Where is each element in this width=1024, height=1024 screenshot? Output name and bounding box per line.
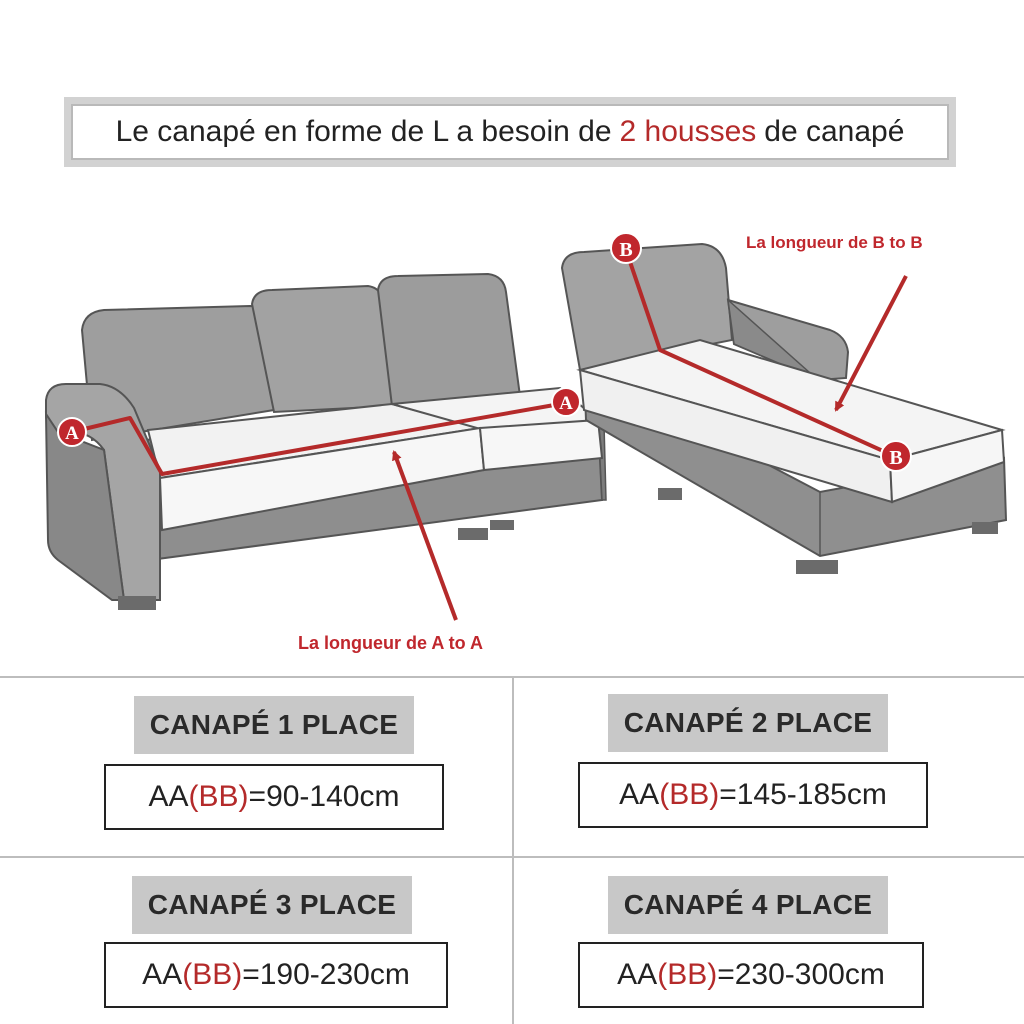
size-bb: (BB): [182, 958, 243, 991]
svg-text:A: A: [65, 423, 79, 444]
size-title: CANAPÉ 1 PLACE: [134, 696, 414, 754]
size-range-box: [578, 762, 928, 828]
chaise-lounge: [562, 244, 1006, 574]
size-prefix: AA: [142, 958, 183, 991]
marker-a-left: [58, 418, 86, 446]
three-seat-sofa: [46, 274, 606, 610]
size-prefix: AA: [617, 958, 658, 991]
size-range: =90-140cm: [248, 780, 400, 813]
header-text-prefix: Le canapé en forme de L a besoin de: [115, 115, 612, 148]
grid-line-vertical: [512, 676, 514, 1024]
size-range-box: [578, 942, 924, 1008]
size-range: =190-230cm: [242, 958, 410, 991]
size-range-box: [104, 764, 444, 830]
size-bb: (BB): [657, 958, 718, 991]
size-title: CANAPÉ 2 PLACE: [608, 694, 888, 752]
size-range: =145-185cm: [719, 778, 887, 811]
marker-b-top: [611, 233, 641, 263]
svg-text:B: B: [889, 447, 903, 469]
svg-text:B: B: [619, 239, 633, 261]
header-text-suffix: de canapé: [764, 115, 905, 148]
size-title: CANAPÉ 4 PLACE: [608, 876, 888, 934]
size-prefix: AA: [148, 780, 189, 813]
size-bb: (BB): [188, 780, 249, 813]
header-highlight: 2 housses: [619, 115, 757, 148]
label-aa-length: La longueur de A to A: [298, 633, 483, 653]
marker-a-right: [552, 388, 580, 416]
size-range-box: [104, 942, 448, 1008]
marker-b-bottom: [881, 441, 911, 471]
svg-text:A: A: [559, 393, 573, 414]
label-bb-length: La longueur de B to B: [746, 233, 923, 252]
size-range: =230-300cm: [717, 958, 885, 991]
size-title: CANAPÉ 3 PLACE: [132, 876, 412, 934]
size-bb: (BB): [659, 778, 720, 811]
size-prefix: AA: [619, 778, 660, 811]
